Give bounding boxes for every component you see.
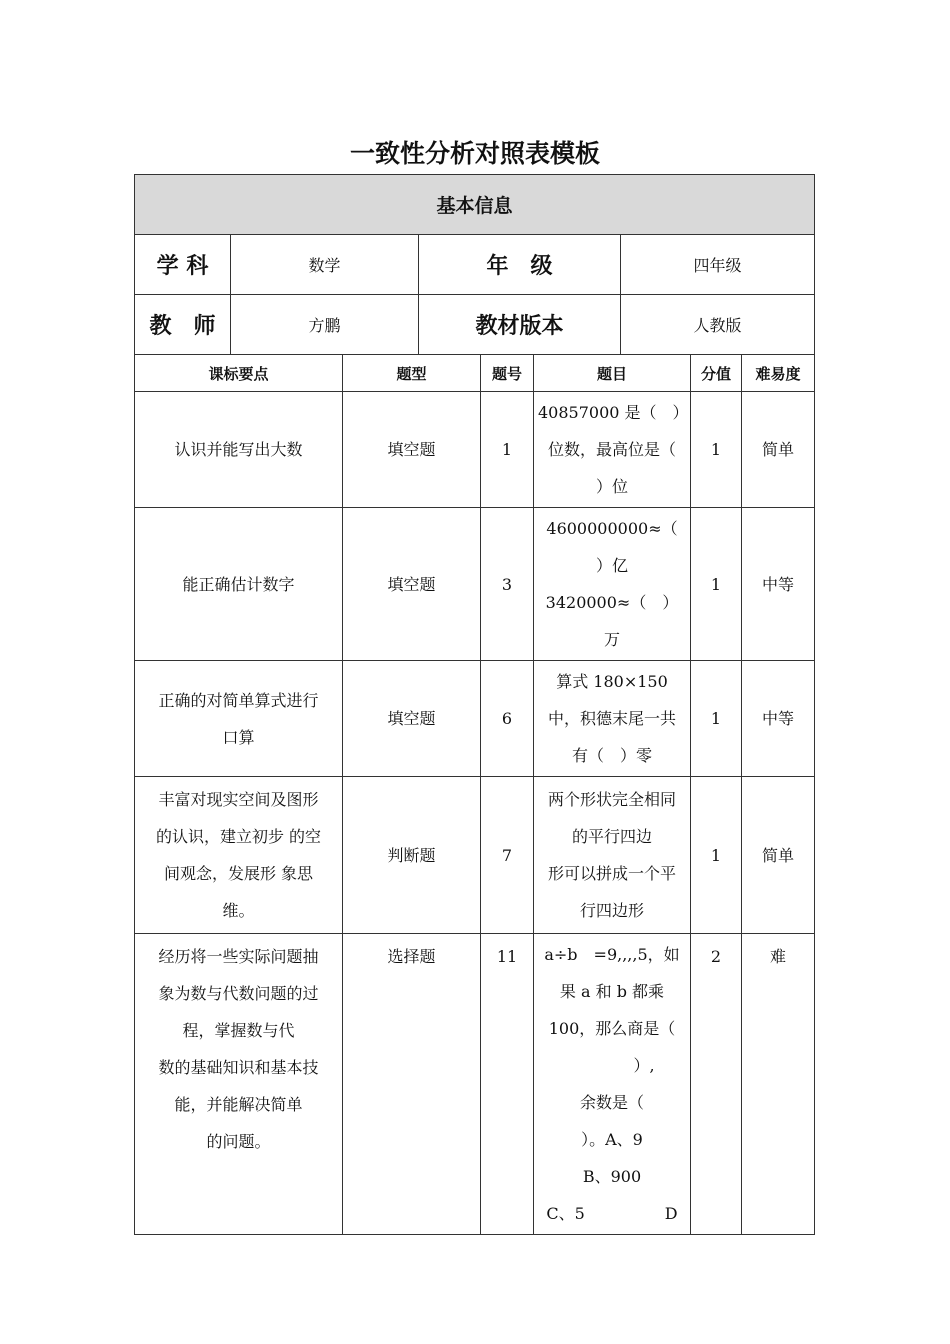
difficulty-cell: 中等 xyxy=(742,508,815,661)
difficulty-cell: 中等 xyxy=(742,661,815,777)
question-cell: a÷b =9,,,,5，如 果 a 和 b 都乘 100，那么商是（ ）, 余数是（ ）。A、9 B、900 C、5 D xyxy=(534,934,691,1235)
point-cell: 能正确估计数字 xyxy=(135,508,343,661)
score-cell: 1 xyxy=(691,508,742,661)
question-cell: 40857000 是（ ） 位数，最高位是（ ）位 xyxy=(534,392,691,508)
point-cell: 正确的对简单算式进行 口算 xyxy=(135,661,343,777)
type-cell: 判断题 xyxy=(343,777,481,934)
header-score: 分值 xyxy=(691,355,742,392)
analysis-table-frame xyxy=(134,174,814,1235)
basic-info-heading: 基本信息 xyxy=(135,175,815,235)
grade-label: 年 级 xyxy=(419,235,621,295)
point-cell: 丰富对现实空间及图形 的认识，建立初步 的空 间观念，发展形 象思 维。 xyxy=(135,777,343,934)
score-cell: 2 xyxy=(691,934,742,1235)
edition-value: 人教版 xyxy=(621,295,815,355)
header-question: 题目 xyxy=(534,355,691,392)
grade-value: 四年级 xyxy=(621,235,815,295)
document-title: 一致性分析对照表模板 xyxy=(349,139,600,168)
type-cell: 填空题 xyxy=(343,392,481,508)
number-cell: 11 xyxy=(481,934,534,1235)
point-cell: 经历将一些实际问题抽 象为数与代数问题的过 程，掌握数与代 数的基础知识和基本技 能，并能解决简单 的问题。 xyxy=(135,934,343,1235)
question-cell: 两个形状完全相同 的平行四边 形可以拼成一个平 行四边形 xyxy=(534,777,691,934)
teacher-value: 方鹏 xyxy=(231,295,419,355)
number-cell: 7 xyxy=(481,777,534,934)
score-cell: 1 xyxy=(691,777,742,934)
table-row xyxy=(135,777,815,934)
table-header-row xyxy=(135,355,815,392)
table-row xyxy=(135,934,815,1235)
basic-info-table xyxy=(134,174,815,355)
question-cell: 算式 180×150 中，积德末尾一共 有（ ）零 xyxy=(534,661,691,777)
question-cell: 4600000000≈（ ）亿 3420000≈（ ） 万 xyxy=(534,508,691,661)
header-number: 题号 xyxy=(481,355,534,392)
edition-label: 教材版本 xyxy=(419,295,621,355)
score-cell: 1 xyxy=(691,661,742,777)
table-row xyxy=(135,392,815,508)
type-cell: 选择题 xyxy=(343,934,481,1235)
header-difficulty: 难易度 xyxy=(742,355,815,392)
question-analysis-table xyxy=(134,354,815,1235)
subject-value: 数学 xyxy=(231,235,419,295)
score-cell: 1 xyxy=(691,392,742,508)
header-type: 题型 xyxy=(343,355,481,392)
point-cell: 认识并能写出大数 xyxy=(135,392,343,508)
difficulty-cell: 简单 xyxy=(742,392,815,508)
teacher-label: 教 师 xyxy=(135,295,231,355)
difficulty-cell: 简单 xyxy=(742,777,815,934)
type-cell: 填空题 xyxy=(343,661,481,777)
table-row xyxy=(135,661,815,777)
number-cell: 6 xyxy=(481,661,534,777)
type-cell: 填空题 xyxy=(343,508,481,661)
subject-label: 学 科 xyxy=(135,235,231,295)
header-point: 课标要点 xyxy=(135,355,343,392)
table-row xyxy=(135,508,815,661)
number-cell: 3 xyxy=(481,508,534,661)
number-cell: 1 xyxy=(481,392,534,508)
difficulty-cell: 难 xyxy=(742,934,815,1235)
